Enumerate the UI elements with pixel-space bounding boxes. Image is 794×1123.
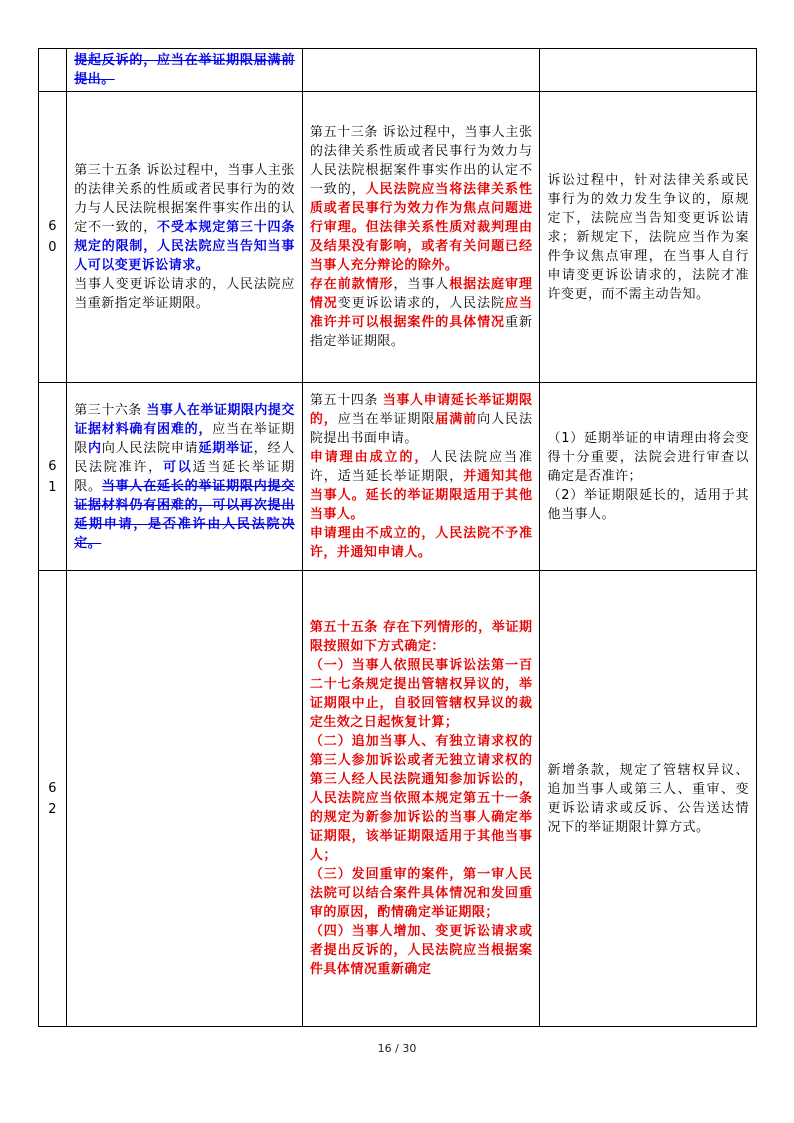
red-bold-text: 人民法院应当将法律关系性质或者民事行为效力作为焦点问题进行审理。但法律关系性质对裁判理由及结果没有影响，或者有关问题已经当事人充分辩论的除外。 <box>309 182 533 273</box>
new-provision <box>302 92 540 383</box>
new-paragraph: 第五十五条 存在下列情形的，举证期限按照如下方式确定： <box>309 620 533 654</box>
new-provision <box>302 49 540 92</box>
row-number: 62 <box>39 571 67 1027</box>
old-provision <box>67 383 303 571</box>
page-number: 16 / 30 <box>0 1042 794 1055</box>
table-row <box>39 92 757 383</box>
row-number: 60 <box>39 92 67 383</box>
row-number: 61 <box>39 383 67 571</box>
blue-bold-text: 不受本规定第三十四条规定的限制，人民法院应当告知当事人可以变更诉讼请求。 <box>74 220 295 273</box>
new-paragraph: 存在前款情形，当事人根据法庭审理情况变更诉讼请求的，人民法院应当准许并可以根据案件的具体情况重新指定举证期限。 <box>309 277 533 349</box>
old-provision <box>67 92 303 383</box>
new-paragraph: （四）当事人增加、变更诉讼请求或者提出反诉的，人民法院应当根据案件具体情况重新确定 <box>309 924 533 977</box>
table-row <box>39 383 757 571</box>
row-number <box>39 49 67 92</box>
comparison-table <box>38 48 757 1027</box>
new-paragraph: （一）当事人依照民事诉讼法第一百二十七条规定提出管辖权异议的，举证期限中止，自驳回管辖权异议的裁定生效之日起恢复计算； <box>309 658 533 730</box>
new-provision <box>302 383 540 571</box>
new-paragraph: （二）追加当事人、有独立请求权的第三人参加诉讼或者无独立请求权的第三人经人民法院通知参加诉讼的，人民法院应当依照本规定第五十一条的规定为新参加诉讼的当事人确定举证期限，该举证期限适用于其他当事人； <box>309 734 533 863</box>
new-paragraph: 第五十四条 当事人申请延长举证期限的，应当在举证期限届满前向人民法院提出书面申请。 <box>309 393 533 446</box>
new-paragraph: 申请理由成立的，人民法院应当准许，适当延长举证期限，并通知其他当事人。延长的举证期限适用于其他当事人。 <box>309 450 533 522</box>
change-note: （1）延期举证的申请理由将会变得十分重要，法院会进行审查以确定是否准许； （2）举证期限延长的，适用于其他当事人。 <box>540 383 757 571</box>
table-row <box>39 49 757 92</box>
old-paragraph: 第三十五条 诉讼过程中，当事人主张的法律关系的性质或者民事行为的效力与人民法院根据案件事实作出的认定不一致的，不受本规定第三十四条规定的限制，人民法院应当告知当事人可以变更诉讼请求。 <box>74 163 295 273</box>
new-paragraph: （三）发回重审的案件，第一审人民法院可以结合案件具体情况和发回重审的原因，酌情确定举证期限； <box>309 867 533 920</box>
table-row <box>39 571 757 1027</box>
deleted-text: 当事人在延长的举证期限内提交证据材料仍有困难的，可以再次提出延期申请，是否准许由人民法院决定。 <box>74 478 295 551</box>
new-provision <box>302 571 540 1027</box>
change-note: 新增条款，规定了管辖权异议、追加当事人或第三人、重审、变更诉讼请求或反诉、公告送达情况下的举证期限计算方式。 <box>540 571 757 1027</box>
deleted-text: 提起反诉的，应当在举证期限届满前提出。 <box>74 53 295 87</box>
old-paragraph: 当事人变更诉讼请求的，人民法院应当重新指定举证期限。 <box>74 277 295 311</box>
old-paragraph: 第三十六条 当事人在举证期限内提交证据材料确有困难的，应当在举证期限内向人民法院申请延期举证，经人民法院准许，可以适当延长举证期限。当事人在延长的举证期限内提交证据材料仍有困难的，可以再次提出延期申请，是否准许由人民法院决定。 <box>74 402 295 551</box>
old-provision <box>67 571 303 1027</box>
change-note: 诉讼过程中，针对法律关系或民事行为的效力发生争议的，原规定下，法院应当告知变更诉讼请求；新规定下，法院应当作为案件争议焦点审理，在当事人自行申请变更诉讼请求的，法院才准许变更，而不需主动告知。 <box>540 92 757 383</box>
new-paragraph: 第五十三条 诉讼过程中，当事人主张的法律关系性质或者民事行为效力与人民法院根据案件事实作出的认定不一致的，人民法院应当将法律关系性质或者民事行为效力作为焦点问题进行审理。但法律关系性质对裁判理由及结果没有影响，或者有关问题已经当事人充分辩论的除外。 <box>309 125 533 273</box>
new-paragraph: 申请理由不成立的，人民法院不予准许，并通知申请人。 <box>309 526 533 560</box>
change-note <box>540 49 757 92</box>
old-provision <box>67 49 303 92</box>
